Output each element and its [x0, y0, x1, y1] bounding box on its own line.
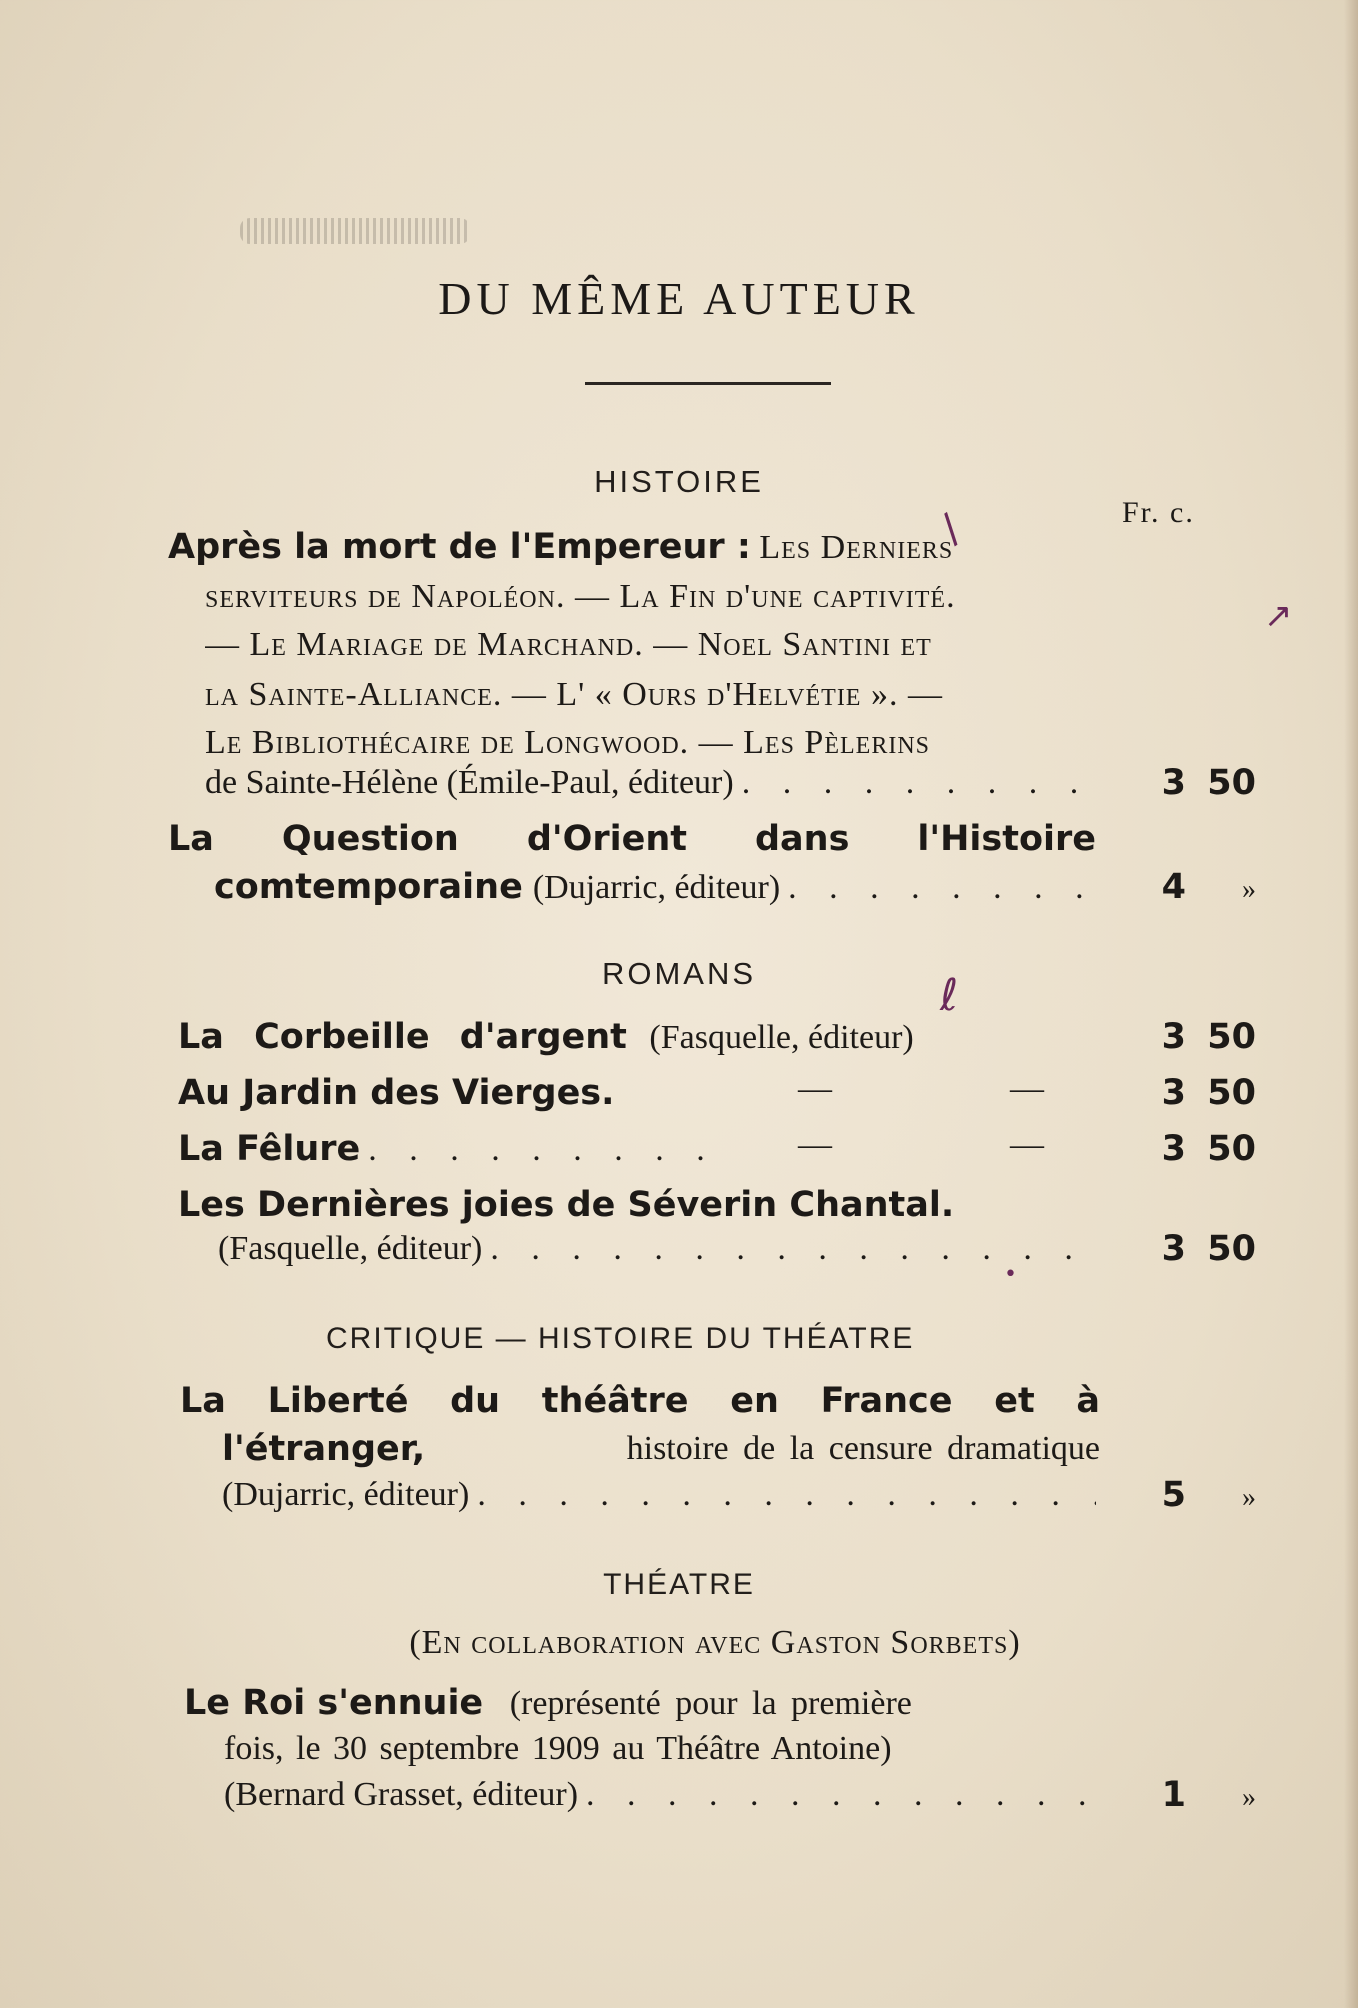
ink-mark: /	[932, 506, 970, 552]
title-word: France	[820, 1381, 953, 1421]
price-francs: 3	[1161, 763, 1186, 803]
entry-line	[180, 1378, 1100, 1424]
entry-line: — Le Mariage de Marchand. — Noel Santini et	[205, 626, 932, 663]
title-word: La	[168, 819, 214, 859]
price	[1126, 1070, 1256, 1116]
book-title: Le Roi s'ennuie	[184, 1683, 484, 1723]
ink-mark: ↗	[1264, 596, 1293, 636]
book-title: l'étranger,	[222, 1429, 426, 1469]
title-word: La	[180, 1381, 226, 1421]
ditto-dash: —	[798, 1126, 832, 1163]
price-centimes: »	[1242, 1782, 1256, 1813]
dot-leader	[360, 1127, 718, 1173]
dot-leader	[734, 760, 1095, 806]
price-centimes: 50	[1207, 1073, 1256, 1113]
ditto-dash: —	[798, 1070, 832, 1107]
price-francs: 5	[1161, 1475, 1186, 1515]
entry-line	[168, 816, 1096, 862]
ink-mark: •	[1004, 1262, 1017, 1287]
entry-text: Les Derniers	[759, 529, 954, 566]
title-rule	[585, 382, 831, 385]
publisher: (Dujarric, éditeur)	[222, 1476, 470, 1513]
section-heading-romans: ROMANS	[601, 956, 757, 991]
price	[1126, 1014, 1256, 1060]
entry-line	[222, 1472, 1096, 1518]
price-francs: 1	[1161, 1775, 1186, 1815]
entry-text: de Sainte-Hélène (Émile-Paul, éditeur)	[205, 764, 734, 801]
entry-line: la Sainte-Alliance. — L' « Ours d'Helvétie ». —	[205, 676, 943, 713]
title-word: d'Orient	[526, 819, 687, 859]
price	[1126, 1126, 1256, 1172]
entry-line	[178, 1126, 718, 1173]
price-centimes: 50	[1207, 1229, 1256, 1269]
price	[1126, 1772, 1256, 1821]
price-centimes: »	[1242, 1482, 1256, 1513]
entry-line	[178, 1182, 1138, 1229]
entry-line	[178, 1014, 1096, 1061]
title-word: du	[450, 1381, 501, 1421]
publisher: (Fasquelle, éditeur)	[218, 1230, 483, 1267]
title-word: à	[1076, 1381, 1100, 1421]
section-heading-histoire: HISTOIRE	[594, 464, 764, 499]
price	[1126, 1472, 1256, 1521]
entry-line	[184, 1680, 1100, 1727]
ditto-dash: —	[1010, 1126, 1044, 1163]
entry-line	[178, 1070, 778, 1117]
price-centimes: 50	[1207, 1017, 1256, 1057]
price-francs: 4	[1161, 867, 1186, 907]
publisher: (Dujarric, éditeur)	[532, 869, 781, 906]
price	[1126, 760, 1256, 806]
book-title: comtemporaine	[214, 867, 523, 907]
price-francs: 3	[1161, 1129, 1186, 1169]
price-francs: 3	[1161, 1073, 1186, 1113]
price-centimes: »	[1242, 874, 1256, 905]
book-title: Au Jardin des Vierges.	[178, 1073, 615, 1113]
title-word: théâtre	[541, 1381, 689, 1421]
title-word: en	[730, 1381, 779, 1421]
entry-line	[218, 1226, 1096, 1272]
entry-line: Le Bibliothécaire de Longwood. — Les Pèlerins	[205, 724, 930, 761]
publisher: (Bernard Grasset, éditeur)	[224, 1776, 579, 1813]
section-heading-critique: CRITIQUE — HISTOIRE DU THÉATRE	[326, 1322, 915, 1355]
dot-leader	[780, 865, 1096, 911]
book-title: La Corbeille d'argent	[178, 1017, 627, 1057]
price-centimes: 50	[1207, 1129, 1256, 1169]
entry-text: (représenté pour la première	[509, 1685, 912, 1722]
dot-leader	[578, 1772, 1096, 1818]
ditto-dash: —	[1010, 1070, 1044, 1107]
entry-line: serviteurs de Napoléon. — La Fin d'une captivité.	[205, 578, 956, 615]
page-title: DU MÊME AUTEUR	[438, 273, 920, 324]
price-francs: 3	[1161, 1017, 1186, 1057]
price	[1126, 864, 1256, 913]
collaboration-text: (En collaboration avec Gaston Sorbets)	[409, 1624, 1021, 1661]
title-word: l'Histoire	[917, 819, 1096, 859]
price	[1126, 1226, 1256, 1272]
entry-line	[224, 1772, 1096, 1818]
entry-line	[222, 1426, 1100, 1472]
book-title: Après la mort de l'Empereur :	[168, 527, 751, 567]
book-title: La Fêlure	[178, 1129, 361, 1169]
book-title: Les Dernières joies de Séverin Chantal.	[178, 1185, 955, 1225]
entry-line: fois, le 30 septembre 1909 au Théâtre Antoine)	[224, 1730, 892, 1767]
entry-line	[214, 864, 1096, 911]
stamp-smudge	[240, 218, 470, 244]
title-word: Liberté	[267, 1381, 409, 1421]
section-heading-theatre: THÉATRE	[603, 1568, 755, 1601]
title-word: dans	[754, 819, 850, 859]
price-column-header: Fr. c.	[1122, 496, 1195, 529]
ink-mark: ℓ	[940, 970, 959, 1021]
title-word: Question	[281, 819, 459, 859]
entry-text: histoire de la censure dramatique	[626, 1430, 1100, 1467]
dot-leader	[469, 1472, 1096, 1518]
entry-line	[205, 760, 1095, 806]
price-francs: 3	[1161, 1229, 1186, 1269]
collaboration-note	[0, 1624, 1358, 1662]
publisher: (Fasquelle, éditeur)	[649, 1019, 914, 1056]
title-word: et	[994, 1381, 1035, 1421]
price-centimes: 50	[1207, 763, 1256, 803]
